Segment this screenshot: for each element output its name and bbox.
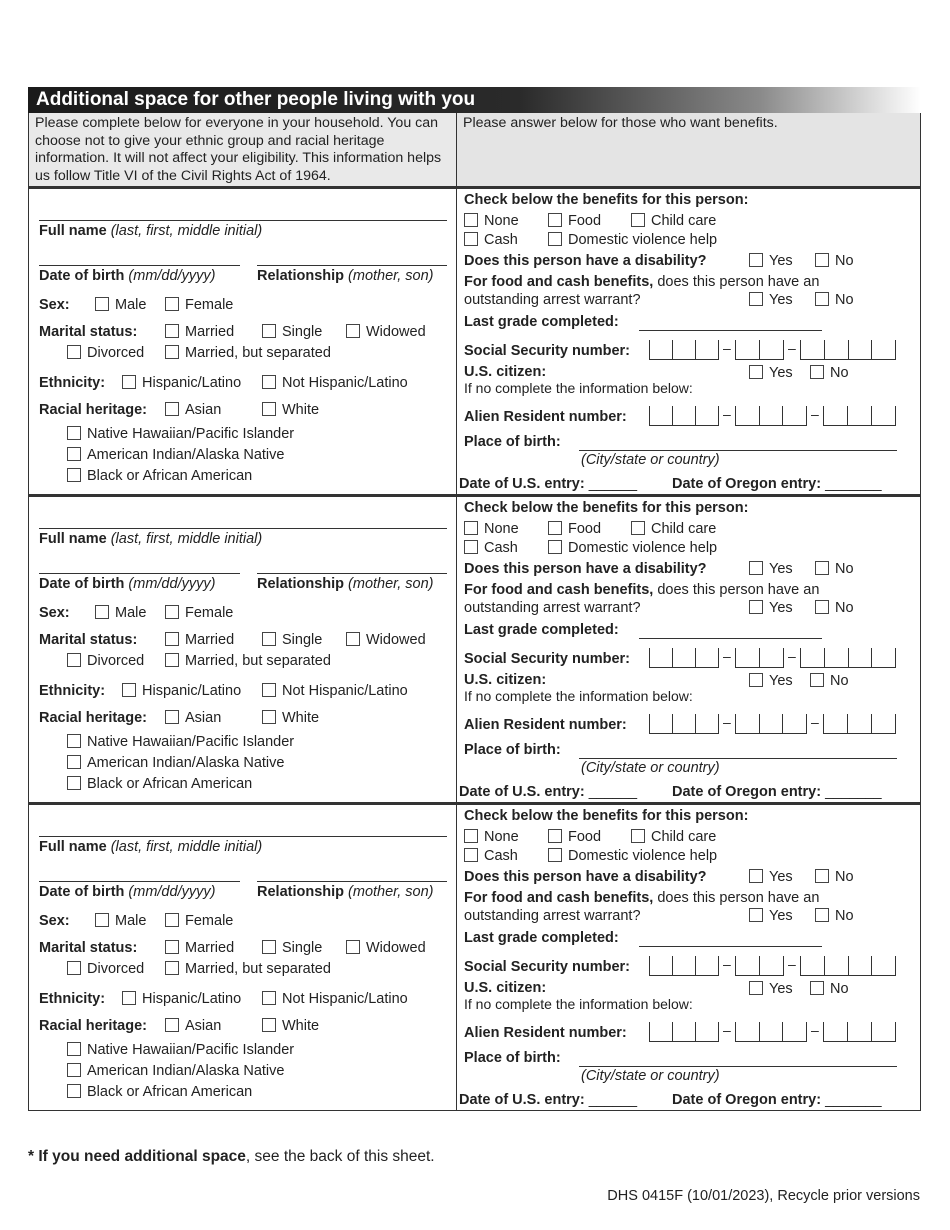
single-checkbox[interactable] [262,324,276,338]
citizen-yes-option[interactable]: Yes [749,981,793,997]
marital-divorced-option[interactable]: Divorced [67,653,144,669]
citizen-no-checkbox[interactable] [810,365,824,379]
warrant-yes-checkbox[interactable] [749,292,763,306]
warrant-label: does this person have an [653,890,820,906]
footnote-bold: * If you need additional space [28,1148,246,1165]
ethnicity-label: Ethnicity: [39,991,106,1007]
hispanic-checkbox[interactable] [122,991,136,1005]
racial-asian-option[interactable]: Asian [165,710,221,726]
grade-field[interactable] [639,330,822,331]
sex-male-option[interactable]: Male [95,913,146,929]
us-entry-label: Date of U.S. entry: [459,476,585,492]
pob-field[interactable] [579,758,897,759]
full-name-hint: (last, first, middle initial) [110,839,263,855]
warrant-yes-checkbox[interactable] [749,908,763,922]
divorced-checkbox[interactable] [67,345,81,359]
warrant-label-2: outstanding arrest warrant? [464,908,641,924]
single-checkbox[interactable] [262,632,276,646]
widowed-checkbox[interactable] [346,940,360,954]
grade-label: Last grade completed: [464,930,619,946]
person-block [28,803,921,1111]
male-checkbox[interactable] [95,913,109,927]
full-name-field[interactable] [39,836,447,837]
dob-hint: (mm/dd/yyyy) [128,884,216,900]
ethnicity-hispanic-option[interactable]: Hispanic/Latino [122,683,241,699]
benefit-childcare-option[interactable]: Child care [631,829,716,845]
warrant-no-option[interactable]: No [815,908,854,924]
dv-checkbox[interactable] [548,848,562,862]
ssn-label: Social Security number: [464,959,630,975]
relationship-hint: (mother, son) [348,268,434,284]
disability-label: Does this person have a disability? [464,253,707,269]
relationship-label: Relationship [257,884,345,900]
person-benefits [457,497,920,802]
citizen-yes-checkbox[interactable] [749,673,763,687]
alien-field-2[interactable] [735,1022,807,1042]
citizen-yes-option[interactable]: Yes [749,365,793,381]
full-name-hint: (last, first, middle initial) [110,223,263,239]
marital-label: Marital status: [39,324,138,340]
ssn-field-2[interactable] [735,340,784,360]
alien-dash-2: – [811,714,819,730]
or-entry-field[interactable]: _______ [825,784,882,800]
benefit-dv-option[interactable]: Domestic violence help [548,540,717,556]
ssn-dash-2: – [788,340,796,356]
native-checkbox[interactable] [67,1063,81,1077]
marital-married-option[interactable]: Married [165,940,234,956]
racial-white-option[interactable]: White [262,402,319,418]
ethnicity-label: Ethnicity: [39,375,106,391]
warrant-label-2: outstanding arrest warrant? [464,600,641,616]
warrant-label-2: outstanding arrest warrant? [464,292,641,308]
person-block [28,187,921,495]
person-demographics [29,805,457,1110]
pob-hint: (City/state or country) [581,1068,720,1084]
racial-asian-option[interactable]: Asian [165,402,221,418]
ssn-label: Social Security number: [464,343,630,359]
disability-no-option[interactable]: No [815,561,854,577]
ssn-dash-1: – [723,340,731,356]
ssn-field-1[interactable] [649,340,719,360]
grade-field[interactable] [639,638,822,639]
black-checkbox[interactable] [67,776,81,790]
footnote-rest: , see the back of this sheet. [245,1148,435,1165]
ifno-label: If no complete the information below: [464,688,693,704]
relationship-label: Relationship [257,268,345,284]
asian-checkbox[interactable] [165,402,179,416]
racial-white-option[interactable]: White [262,1018,319,1034]
racial-black-option[interactable]: Black or African American [67,468,252,484]
ssn-field-1[interactable] [649,648,719,668]
benefit-none-option[interactable]: None [464,521,519,537]
native-checkbox[interactable] [67,447,81,461]
benefit-none-option[interactable]: None [464,829,519,845]
disability-yes-option[interactable]: Yes [749,561,793,577]
intro-row [28,113,921,187]
marital-single-option[interactable]: Single [262,940,322,956]
marital-single-option[interactable]: Single [262,324,322,340]
racial-black-option[interactable]: Black or African American [67,776,252,792]
female-checkbox[interactable] [165,605,179,619]
separated-checkbox[interactable] [165,961,179,975]
ssn-dash-1: – [723,956,731,972]
citizen-label: U.S. citizen: [464,980,547,996]
ssn-dash-1: – [723,648,731,664]
benefit-cash-option[interactable]: Cash [464,540,518,556]
not-hispanic-checkbox[interactable] [262,991,276,1005]
food-checkbox[interactable] [548,521,562,535]
child-care-checkbox[interactable] [631,521,645,535]
full-name-label: Full name [39,223,107,239]
hawaiian-checkbox[interactable] [67,734,81,748]
racial-asian-option[interactable]: Asian [165,1018,221,1034]
benefit-cash-option[interactable]: Cash [464,232,518,248]
married-checkbox[interactable] [165,324,179,338]
us-entry-field[interactable]: ______ [588,476,638,492]
none-checkbox[interactable] [464,521,478,535]
ethnicity-hispanic-option[interactable]: Hispanic/Latino [122,375,241,391]
disability-label: Does this person have a disability? [464,561,707,577]
hispanic-checkbox[interactable] [122,683,136,697]
pob-field[interactable] [579,1066,897,1067]
intro-left-text: Please complete below for everyone in your household. You can choose not to give your ethnic group and racial heritage information. It will not affect your eligibility. This information helps us follow Title VI of the Civil Rights Act of 1964. [29,113,457,186]
asian-checkbox[interactable] [165,1018,179,1032]
alien-dash-2: – [811,406,819,422]
person-block [28,495,921,803]
benefits-label: Check below the benefits for this person: [464,808,749,824]
cash-checkbox[interactable] [464,848,478,862]
citizen-no-option[interactable]: No [810,673,849,689]
alien-field-3[interactable] [823,1022,896,1042]
disability-label: Does this person have a disability? [464,869,707,885]
alien-field-3[interactable] [823,714,896,734]
sex-label: Sex: [39,605,70,621]
sex-label: Sex: [39,297,70,313]
racial-black-option[interactable]: Black or African American [67,1084,252,1100]
form-number: DHS 0415F (10/01/2023), Recycle prior versions [607,1188,920,1204]
hawaiian-checkbox[interactable] [67,1042,81,1056]
sex-male-option[interactable]: Male [95,605,146,621]
or-entry-label: Date of Oregon entry: [672,476,822,492]
benefits-label: Check below the benefits for this person: [464,192,749,208]
marital-label: Marital status: [39,632,138,648]
citizen-label: U.S. citizen: [464,364,547,380]
relationship-field[interactable] [257,881,447,882]
hispanic-checkbox[interactable] [122,375,136,389]
marital-widowed-option[interactable]: Widowed [346,940,426,956]
pob-label: Place of birth: [464,1050,561,1066]
us-entry-label: Date of U.S. entry: [459,1092,585,1108]
divorced-checkbox[interactable] [67,961,81,975]
marital-married-option[interactable]: Married [165,632,234,648]
sex-label: Sex: [39,913,70,929]
disability-yes-checkbox[interactable] [749,253,763,267]
male-checkbox[interactable] [95,605,109,619]
marital-label: Marital status: [39,940,138,956]
pob-label: Place of birth: [464,742,561,758]
pob-label: Place of birth: [464,434,561,450]
relationship-field[interactable] [257,573,447,574]
hawaiian-checkbox[interactable] [67,426,81,440]
citizen-label: U.S. citizen: [464,672,547,688]
benefit-dv-option[interactable]: Domestic violence help [548,848,717,864]
disability-no-option[interactable]: No [815,869,854,885]
ssn-field-3[interactable] [800,340,896,360]
benefit-childcare-option[interactable]: Child care [631,521,716,537]
racial-white-option[interactable]: White [262,710,319,726]
marital-divorced-option[interactable]: Divorced [67,961,144,977]
dob-hint: (mm/dd/yyyy) [128,576,216,592]
sex-female-option[interactable]: Female [165,297,233,313]
dob-label: Date of birth [39,576,125,592]
or-entry-label: Date of Oregon entry: [672,784,822,800]
female-checkbox[interactable] [165,297,179,311]
alien-field-3[interactable] [823,406,896,426]
sex-male-option[interactable]: Male [95,297,146,313]
disability-yes-option[interactable]: Yes [749,869,793,885]
dob-field[interactable] [39,573,240,574]
ethnicity-hispanic-option[interactable]: Hispanic/Latino [122,991,241,1007]
dv-checkbox[interactable] [548,540,562,554]
warrant-label-bold: For food and cash benefits, [464,582,654,598]
benefit-food-option[interactable]: Food [548,213,601,229]
black-checkbox[interactable] [67,468,81,482]
ssn-field-2[interactable] [735,956,784,976]
separated-checkbox[interactable] [165,345,179,359]
full-name-field[interactable] [39,528,447,529]
warrant-yes-option[interactable]: Yes [749,600,793,616]
ethnicity-not-hispanic-option[interactable]: Not Hispanic/Latino [262,991,408,1007]
benefit-childcare-option[interactable]: Child care [631,213,716,229]
warrant-no-option[interactable]: No [815,600,854,616]
disability-yes-checkbox[interactable] [749,869,763,883]
warrant-label-bold: For food and cash benefits, [464,890,654,906]
full-name-hint: (last, first, middle initial) [110,531,263,547]
alien-dash-1: – [723,714,731,730]
us-entry-label: Date of U.S. entry: [459,784,585,800]
racial-native-option[interactable]: American Indian/Alaska Native [67,755,284,771]
benefit-food-option[interactable]: Food [548,829,601,845]
child-care-checkbox[interactable] [631,213,645,227]
ssn-field-3[interactable] [800,648,896,668]
racial-label: Racial heritage: [39,710,147,726]
relationship-hint: (mother, son) [348,884,434,900]
grade-field[interactable] [639,946,822,947]
racial-native-option[interactable]: American Indian/Alaska Native [67,1063,284,1079]
person-demographics [29,189,457,494]
grade-label: Last grade completed: [464,622,619,638]
benefit-cash-option[interactable]: Cash [464,848,518,864]
widowed-checkbox[interactable] [346,324,360,338]
ssn-field-1[interactable] [649,956,719,976]
relationship-hint: (mother, son) [348,576,434,592]
alien-label: Alien Resident number: [464,717,627,733]
married-checkbox[interactable] [165,940,179,954]
disability-no-option[interactable]: No [815,253,854,269]
citizen-yes-checkbox[interactable] [749,981,763,995]
alien-label: Alien Resident number: [464,409,627,425]
ssn-dash-2: – [788,648,796,664]
racial-hawaiian-option[interactable]: Native Hawaiian/Pacific Islander [67,734,294,750]
benefit-none-option[interactable]: None [464,213,519,229]
marital-divorced-option[interactable]: Divorced [67,345,144,361]
or-entry-label: Date of Oregon entry: [672,1092,822,1108]
alien-field-1[interactable] [649,1022,719,1042]
food-checkbox[interactable] [548,829,562,843]
pob-hint: (City/state or country) [581,760,720,776]
single-checkbox[interactable] [262,940,276,954]
none-checkbox[interactable] [464,829,478,843]
black-checkbox[interactable] [67,1084,81,1098]
pob-hint: (City/state or country) [581,452,720,468]
marital-single-option[interactable]: Single [262,632,322,648]
white-checkbox[interactable] [262,402,276,416]
alien-field-1[interactable] [649,406,719,426]
none-checkbox[interactable] [464,213,478,227]
warrant-no-option[interactable]: No [815,292,854,308]
disability-no-checkbox[interactable] [815,869,829,883]
ethnicity-label: Ethnicity: [39,683,106,699]
dob-label: Date of birth [39,268,125,284]
alien-field-1[interactable] [649,714,719,734]
marital-separated-option[interactable]: Married, but separated [165,345,331,361]
male-checkbox[interactable] [95,297,109,311]
footnote [28,1148,435,1166]
alien-field-2[interactable] [735,406,807,426]
warrant-no-checkbox[interactable] [815,292,829,306]
citizen-yes-checkbox[interactable] [749,365,763,379]
cash-checkbox[interactable] [464,232,478,246]
relationship-label: Relationship [257,576,345,592]
racial-hawaiian-option[interactable]: Native Hawaiian/Pacific Islander [67,426,294,442]
or-entry-field[interactable]: _______ [825,1092,882,1108]
or-entry-field[interactable]: _______ [825,476,882,492]
person-blocks [28,187,921,1111]
female-checkbox[interactable] [165,913,179,927]
disability-no-checkbox[interactable] [815,253,829,267]
benefit-dv-option[interactable]: Domestic violence help [548,232,717,248]
citizen-no-option[interactable]: No [810,981,849,997]
racial-label: Racial heritage: [39,1018,147,1034]
sex-female-option[interactable]: Female [165,605,233,621]
ethnicity-not-hispanic-option[interactable]: Not Hispanic/Latino [262,683,408,699]
alien-dash-2: – [811,1022,819,1038]
racial-hawaiian-option[interactable]: Native Hawaiian/Pacific Islander [67,1042,294,1058]
not-hispanic-checkbox[interactable] [262,375,276,389]
section-title: Additional space for other people living with you [28,87,921,113]
warrant-yes-option[interactable]: Yes [749,292,793,308]
dob-label: Date of birth [39,884,125,900]
warrant-no-checkbox[interactable] [815,908,829,922]
ssn-field-2[interactable] [735,648,784,668]
ethnicity-not-hispanic-option[interactable]: Not Hispanic/Latino [262,375,408,391]
citizen-no-checkbox[interactable] [810,981,824,995]
not-hispanic-checkbox[interactable] [262,683,276,697]
widowed-checkbox[interactable] [346,632,360,646]
marital-separated-option[interactable]: Married, but separated [165,961,331,977]
racial-native-option[interactable]: American Indian/Alaska Native [67,447,284,463]
married-checkbox[interactable] [165,632,179,646]
dv-checkbox[interactable] [548,232,562,246]
asian-checkbox[interactable] [165,710,179,724]
citizen-no-checkbox[interactable] [810,673,824,687]
warrant-label: does this person have an [653,582,820,598]
ssn-dash-2: – [788,956,796,972]
alien-dash-1: – [723,1022,731,1038]
dob-field[interactable] [39,881,240,882]
marital-married-option[interactable]: Married [165,324,234,340]
intro-right-text: Please answer below for those who want benefits. [457,113,920,186]
separated-checkbox[interactable] [165,653,179,667]
dob-hint: (mm/dd/yyyy) [128,268,216,284]
person-benefits [457,805,920,1110]
pob-field[interactable] [579,450,897,451]
racial-label: Racial heritage: [39,402,147,418]
marital-widowed-option[interactable]: Widowed [346,632,426,648]
native-checkbox[interactable] [67,755,81,769]
disability-yes-checkbox[interactable] [749,561,763,575]
person-benefits [457,189,920,494]
white-checkbox[interactable] [262,1018,276,1032]
ssn-field-3[interactable] [800,956,896,976]
warrant-label: does this person have an [653,274,820,290]
person-demographics [29,497,457,802]
full-name-label: Full name [39,531,107,547]
marital-widowed-option[interactable]: Widowed [346,324,426,340]
marital-separated-option[interactable]: Married, but separated [165,653,331,669]
alien-dash-1: – [723,406,731,422]
white-checkbox[interactable] [262,710,276,724]
cash-checkbox[interactable] [464,540,478,554]
citizen-no-option[interactable]: No [810,365,849,381]
alien-field-2[interactable] [735,714,807,734]
us-entry-field[interactable]: ______ [588,1092,638,1108]
disability-yes-option[interactable]: Yes [749,253,793,269]
warrant-yes-option[interactable]: Yes [749,908,793,924]
ifno-label: If no complete the information below: [464,380,693,396]
form-section [28,87,921,1111]
alien-label: Alien Resident number: [464,1025,627,1041]
dob-field[interactable] [39,265,240,266]
ifno-label: If no complete the information below: [464,996,693,1012]
warrant-no-checkbox[interactable] [815,600,829,614]
us-entry-field[interactable]: ______ [588,784,638,800]
benefit-food-option[interactable]: Food [548,521,601,537]
benefits-label: Check below the benefits for this person: [464,500,749,516]
warrant-label-bold: For food and cash benefits, [464,274,654,290]
food-checkbox[interactable] [548,213,562,227]
relationship-field[interactable] [257,265,447,266]
disability-no-checkbox[interactable] [815,561,829,575]
full-name-field[interactable] [39,220,447,221]
full-name-label: Full name [39,839,107,855]
sex-female-option[interactable]: Female [165,913,233,929]
citizen-yes-option[interactable]: Yes [749,673,793,689]
grade-label: Last grade completed: [464,314,619,330]
divorced-checkbox[interactable] [67,653,81,667]
warrant-yes-checkbox[interactable] [749,600,763,614]
ssn-label: Social Security number: [464,651,630,667]
child-care-checkbox[interactable] [631,829,645,843]
